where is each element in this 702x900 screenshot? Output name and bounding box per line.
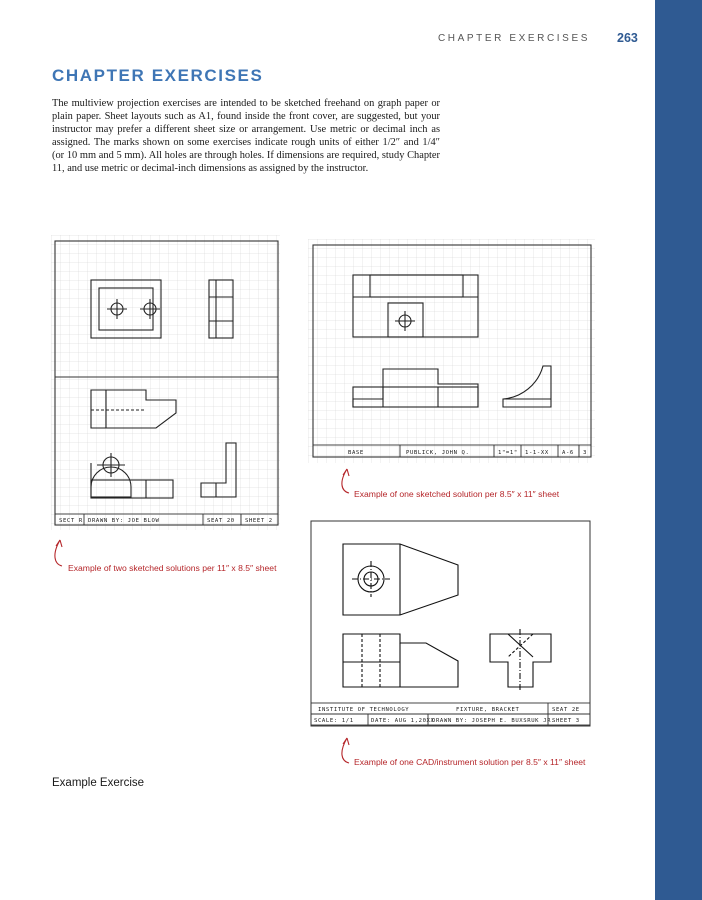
- left-tb-sheet: SHEET 2: [245, 518, 273, 524]
- right-color-band: [655, 0, 702, 900]
- br-tb-scale: SCALE: 1/1: [314, 718, 354, 724]
- running-head: CHAPTER EXERCISES: [437, 33, 590, 44]
- caption-two-sketched-solutions: Example of two sketched solutions per 11″ x 8.5″ sheet: [68, 563, 277, 573]
- tr-tb-part: BASE: [348, 450, 364, 456]
- sheet-two-sketched-solutions: [51, 235, 280, 530]
- tr-tb-date: 1-1-XX: [525, 450, 549, 456]
- caption-one-sketched-solution: Example of one sketched solution per 8.5″ x 11″ sheet: [354, 489, 560, 499]
- caption-cad-instrument-solution: Example of one CAD/instrument solution per 8.5″ x 11″ sheet: [354, 757, 586, 767]
- one-sketch-drawing: [308, 239, 595, 463]
- chapter-title: CHAPTER EXERCISES: [52, 66, 264, 85]
- left-tb-drawn-by: DRAWN BY: JOE BLOW: [88, 518, 160, 524]
- sheet-one-sketched-solution: [308, 239, 595, 463]
- br-tb-drawn-by: DRAWN BY: JOSEPH E. BUXSRUK JR.: [432, 718, 555, 724]
- left-tb-seat: SEAT 20: [207, 518, 235, 524]
- tr-tb-sheet: 3: [583, 450, 587, 456]
- example-exercise-label: Example Exercise: [52, 777, 145, 789]
- br-tb-institute: INSTITUTE OF TECHNOLOGY: [318, 707, 410, 713]
- intro-paragraph: The multiview projection exercises are intended to be sketched freehand on graph paper or plain paper. Sheet layouts such as A1, found inside the front cover, are suggested, but your instructor may prefer a different sheet size or arrangement. Use metric or decimal inch as assigned. The marks shown on some exercises indicate rough units of either 1/2″ and 1/4″ (or 10 mm and 5 mm). All holes are through holes. If dimensions are required, study Chapter 11, and use metric or decimal-inch dimensions as assigned by the instructor.: [52, 98, 440, 175]
- tr-tb-name: PUBLICK, JOHN Q.: [406, 450, 470, 456]
- tr-tb-number: A-6: [562, 450, 574, 456]
- tr-tb-scale: 1"=1": [498, 450, 518, 456]
- cad-drawing: [308, 517, 593, 729]
- br-tb-part: FIXTURE, BRACKET: [456, 707, 520, 713]
- page-number: 263: [617, 31, 638, 45]
- two-sketches-drawing: [51, 235, 280, 530]
- br-tb-date: DATE: AUG 1,20XX: [371, 718, 435, 724]
- left-tb-section: SECT R: [59, 518, 83, 524]
- br-tb-sheet: SHEET 3: [552, 718, 580, 724]
- sheet-cad-instrument-solution: [308, 517, 593, 729]
- br-tb-seat: SEAT 2E: [552, 707, 580, 713]
